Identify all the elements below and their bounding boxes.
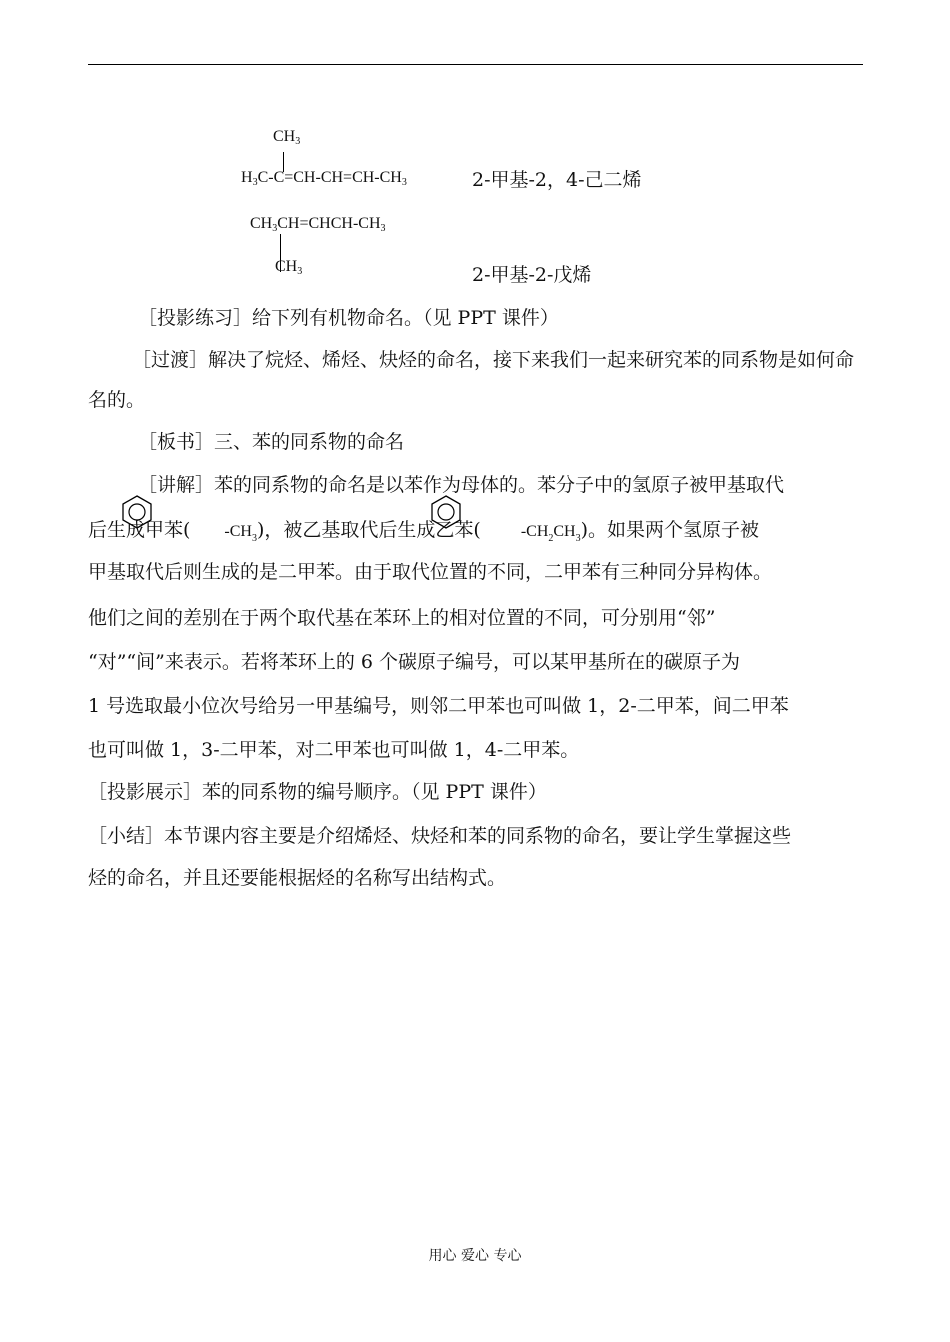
summary-line-1: ［小结］本节课内容主要是介绍烯烃、炔烃和苯的同系物的命名，要让学生掌握这些	[88, 825, 792, 847]
lecture-line-4: 他们之间的差别在于两个取代基在苯环上的相对位置的不同，可分别用“邻”	[88, 607, 716, 629]
display-line: ［投影展示］苯的同系物的编号顺序。（见 PPT 课件）	[88, 781, 547, 803]
formula2-main: $CH_3CH=CHCH-CH_3$	[250, 215, 386, 234]
formula1-main: $H_3C-C=CH-CH=CH-CH_3$	[241, 169, 407, 188]
page-footer: 用心 爱心 专心	[428, 1248, 522, 1264]
lecture-line-6: 1 号选取最小位次号给另一甲基编号，则邻二甲苯也可叫做 1，2-二甲苯，间二甲苯	[88, 695, 789, 717]
transition-paragraph: ［过渡］解决了烷烃、烯烃、炔烃的命名，接下来我们一起来研究苯的同系物是如何命名的。	[88, 349, 855, 411]
lecture-line-1: ［讲解］苯的同系物的命名是以苯作为母体的。苯分子中的氢原子被甲基取代	[138, 474, 785, 496]
formula1-name: 2-甲基-2，4-己二烯	[472, 169, 642, 191]
lecture-line-3: 甲基取代后则生成的是二甲苯。由于取代位置的不同，二甲苯有三种同分异构体。	[88, 561, 773, 583]
formula2-name: 2-甲基-2-戊烯	[472, 264, 592, 286]
header-rule	[88, 64, 863, 65]
board-line: ［板书］三、苯的同系物的命名	[138, 431, 405, 453]
formula2-branch: $CH_3$	[275, 258, 303, 277]
summary-line-2: 烃的命名，并且还要能根据烃的名称写出结构式。	[88, 867, 507, 889]
lecture-line-5: “对”“间”来表示。若将苯环上的 6 个碳原子编号，可以某甲基所在的碳原子为	[88, 651, 741, 673]
lecture-line-2: 后生成甲苯( $-CH_3$)，被乙基取代后生成乙苯( $-CH_2CH_3$)。如果两个氢原子被	[88, 519, 760, 544]
formula1-branch: $CH_3$	[273, 128, 301, 147]
lecture-line-7: 也可叫做 1，3-二甲苯，对二甲苯也可叫做 1，4-二甲苯。	[88, 739, 580, 761]
exercise-line: ［投影练习］给下列有机物命名。（见 PPT 课件）	[138, 307, 559, 329]
